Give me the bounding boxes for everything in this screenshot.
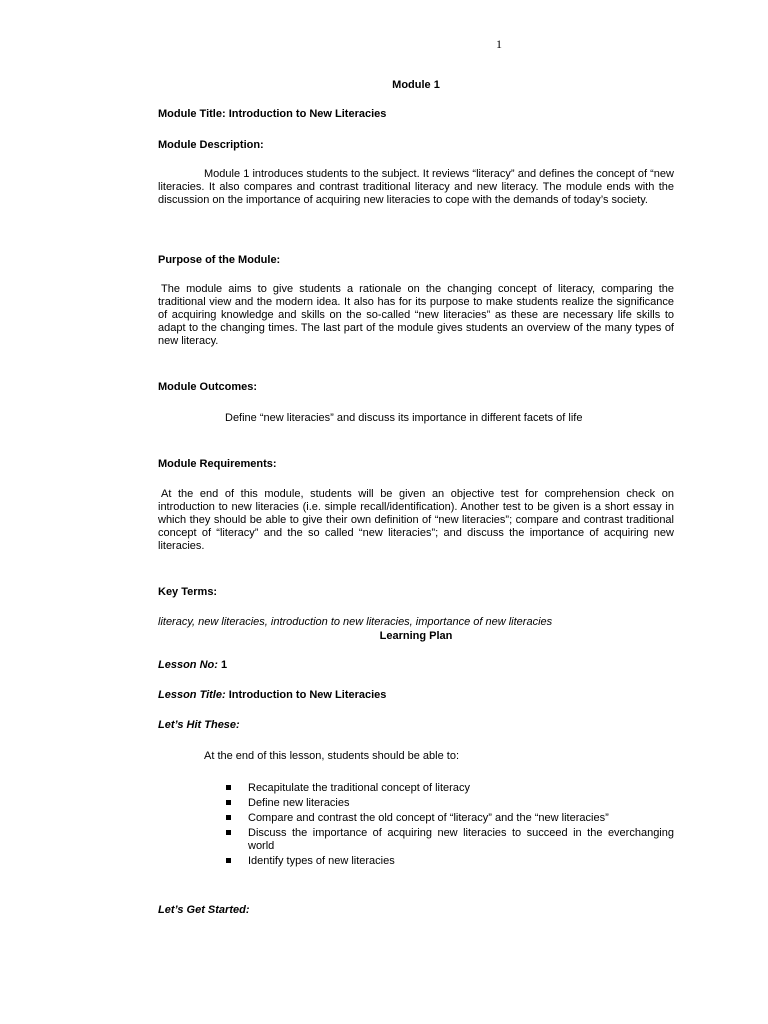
- square-bullet-icon: [226, 815, 231, 820]
- lets-hit-intro: At the end of this lesson, students should be able to:: [204, 750, 460, 762]
- purpose-heading: Purpose of the Module:: [158, 254, 281, 266]
- lesson-title: [158, 689, 386, 702]
- list-item-text: Define new literacies: [248, 797, 350, 809]
- outcomes-text: Define “new literacies” and discuss its importance in different facets of life: [225, 412, 583, 424]
- module-title-label: Module Title:: [158, 108, 226, 120]
- lesson-title-label: Lesson Title:: [158, 689, 226, 701]
- learning-plan-heading: Learning Plan: [379, 630, 453, 642]
- list-item-text: Recapitulate the traditional concept of literacy: [248, 782, 470, 794]
- list-item-text: Compare and contrast the old concept of “literacy” and the “new literacies”: [248, 812, 609, 824]
- requirements-heading: Module Requirements:: [158, 458, 277, 470]
- page-number: 1: [496, 37, 502, 51]
- lets-hit-heading: Let’s Hit These:: [158, 719, 240, 731]
- key-terms-text: literacy, new literacies, introduction to new literacies, importance of new literacies: [158, 616, 553, 628]
- square-bullet-icon: [226, 830, 231, 835]
- purpose-text: The module aims to give students a rationale on the changing concept of literacy, comparing the traditional view and the modern idea. It also has for its purpose to make students realize the significance of acquiring knowledge and skills on the so-called “new literacies” as these are necessary life skills to adapt to the changing times. The last part of the module gives students an overview of the many types of new literacy.: [158, 283, 674, 347]
- list-item-text: Discuss the importance of acquiring new literacies to succeed in the everchanging world: [248, 827, 674, 852]
- key-terms-heading: Key Terms:: [158, 586, 218, 598]
- description-heading: Module Description:: [158, 139, 264, 151]
- list-item-text: Identify types of new literacies: [248, 855, 395, 867]
- square-bullet-icon: [226, 785, 231, 790]
- list-item: [226, 797, 674, 810]
- lesson-title-value: Introduction to New Literacies: [228, 689, 387, 701]
- square-bullet-icon: [226, 800, 231, 805]
- lesson-no-label: Lesson No:: [158, 659, 218, 671]
- requirements-text: At the end of this module, students will be given an objective test for comprehension check on introduction to new literacies (i.e. simple recall/identification). Another test to be given is a short essay in which they should be able to give their own definition of “new literacies”; compare and contrast traditional concept of “literacy” and the so called “new literacies”; and discuss the importance of acquiring new literacies.: [158, 488, 674, 552]
- list-item: [226, 855, 674, 868]
- outcomes-heading: Module Outcomes:: [158, 381, 258, 393]
- description-text: Module 1 introduces students to the subject. It reviews “literacy” and defines the concept of “new literacies. It also compares and contrast traditional literacy and new literacy. The module ends with the discussion on the importance of acquiring new literacies to cope with the demands of today’s society.: [158, 168, 674, 206]
- module-heading: Module 1: [392, 79, 440, 91]
- list-item: [226, 827, 674, 853]
- lesson-no-value: 1: [220, 659, 228, 671]
- list-item: [226, 782, 674, 795]
- lets-get-started-heading: Let’s Get Started:: [158, 904, 250, 916]
- list-item: [226, 812, 674, 825]
- module-title-value: Introduction to New Literacies: [228, 108, 387, 120]
- lesson-no: [158, 659, 227, 672]
- square-bullet-icon: [226, 858, 231, 863]
- objectives-list: [226, 782, 674, 870]
- module-title: [158, 108, 386, 121]
